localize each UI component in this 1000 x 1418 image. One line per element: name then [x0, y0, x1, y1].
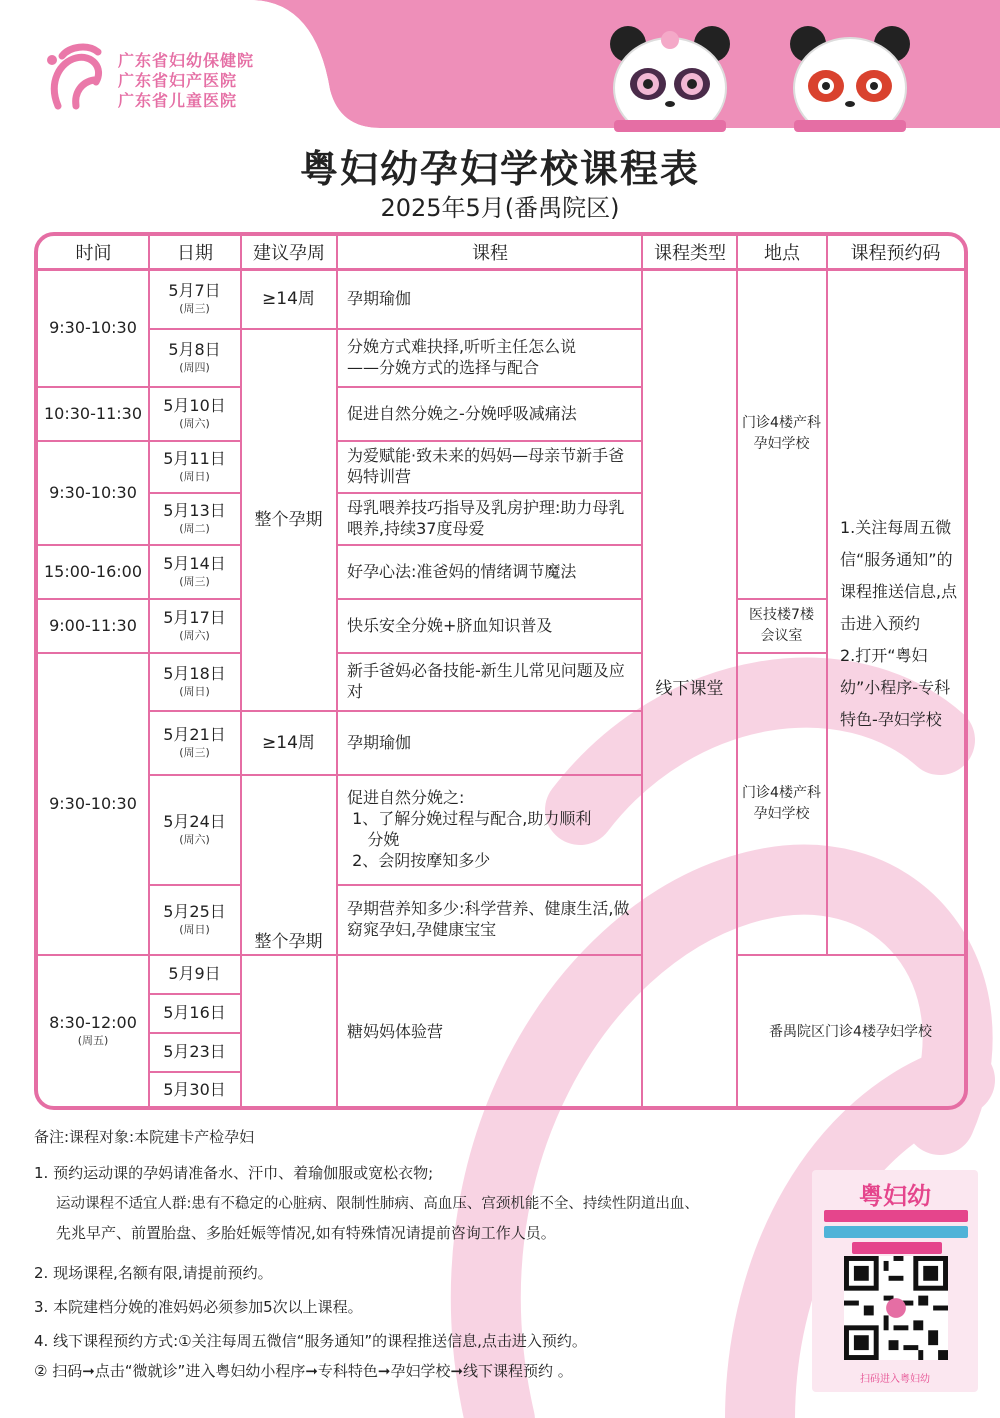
- date-value: 5月11日: [163, 449, 226, 469]
- qr-caption: 扫码进入粤妇幼: [860, 1374, 930, 1385]
- hospital-name-1: 广东省妇幼保健院: [118, 51, 255, 70]
- hospital-name-2: 广东省妇产医院: [118, 71, 238, 90]
- page-title: 粤妇幼孕妇学校课程表: [299, 147, 700, 191]
- date-value: 5月14日: [163, 554, 226, 574]
- date-cell: [149, 546, 240, 598]
- time-cell: 9:30-10:30: [49, 317, 137, 337]
- time-weekday: (周五): [77, 1034, 109, 1048]
- booking-instructions: 1.关注每周五微信“服务通知”的课程推送信息,点击进入预约 2.打开“粤妇幼”小程序-专科特色-孕妇学校: [840, 518, 958, 729]
- note-item: ② 扫码➞点击“微就诊”进入粤妇幼小程序➞专科特色➞孕妇学校➞线下课程预约 。: [34, 1362, 573, 1380]
- date-weekday: (周日): [179, 685, 210, 699]
- date-cell: [149, 654, 240, 710]
- date-value: 5月21日: [163, 725, 226, 745]
- location-cell: 门诊4楼产科 孕妇学校: [742, 415, 821, 452]
- week-cell: 整个孕期: [254, 931, 323, 952]
- header-booking-code: 课程预约码: [850, 243, 941, 264]
- qr-code-icon[interactable]: [844, 1256, 948, 1360]
- date-cell: [149, 330, 240, 386]
- course-cell: 孕期瑜伽: [347, 288, 412, 308]
- course-cell: 母乳喂养技巧指导及乳房护理:助力母乳喂养,持续37度母爱: [347, 498, 625, 538]
- course-cell: 孕期营养知多少:科学营养、健康生活,做窈窕孕妇,孕健康宝宝: [347, 899, 630, 939]
- schedule-table: [34, 232, 968, 1110]
- course-cell: 促进自然分娩之: 1、了解分娩过程与配合,助力顺利 分娩 2、会阴按摩知多少: [347, 788, 592, 870]
- course-cell: 糖妈妈体验营: [347, 1021, 444, 1041]
- date-cell: [149, 442, 240, 492]
- date-value: 5月24日: [163, 812, 226, 832]
- note-item: 2. 现场课程,名额有限,请提前预约。: [34, 1264, 273, 1282]
- qr-strip-blue: [824, 1226, 968, 1238]
- note-item: 先兆早产、前置胎盘、多胎妊娠等情况,如有特殊情况请提前咨询工作人员。: [56, 1224, 556, 1242]
- date-weekday: (周六): [179, 629, 210, 643]
- header-course-type: 课程类型: [654, 243, 726, 264]
- panda-mascot-pink: [606, 22, 734, 132]
- date-cell: [149, 776, 240, 884]
- date-weekday: (周三): [179, 575, 210, 589]
- course-cell: 为爱赋能·致未来的妈妈—母亲节新手爸妈特训营: [347, 446, 625, 486]
- date-weekday: (周三): [179, 746, 210, 760]
- date-value: 5月7日: [168, 281, 221, 301]
- date-cell: [149, 712, 240, 774]
- header-week: 建议孕周: [253, 243, 325, 264]
- time-value: 8:30-12:00: [49, 1013, 137, 1033]
- date-cell: 5月16日: [163, 1003, 226, 1023]
- date-weekday: (周六): [179, 417, 210, 431]
- location-cell: 番禺院区门诊4楼孕妇学校: [769, 1023, 932, 1040]
- header-location: 地点: [764, 243, 800, 264]
- week-cell: 整个孕期: [254, 509, 323, 530]
- course-cell: 孕期瑜伽: [347, 732, 412, 752]
- date-cell: [149, 886, 240, 954]
- page-subtitle: 2025年5月(番禺院区): [380, 194, 620, 222]
- date-cell: [149, 388, 240, 440]
- panda-mascot-red: [786, 22, 914, 132]
- date-weekday: (周日): [179, 470, 210, 484]
- date-value: 5月18日: [163, 664, 226, 684]
- qr-brand: 粤妇幼: [859, 1182, 931, 1210]
- header-course: 课程: [472, 243, 508, 264]
- date-cell: 5月30日: [163, 1080, 226, 1100]
- note-item: 运动课程不适宜人群:患有不稳定的心脏病、限制性肺病、高血压、宫颈机能不全、持续性阴道出血、: [56, 1196, 699, 1212]
- note-label: 备注:课程对象:本院建卡产检孕妇: [34, 1128, 255, 1146]
- note-item: 1. 预约运动课的孕妈请准备水、汗巾、着瑜伽服或宽松衣物;: [34, 1164, 434, 1182]
- course-cell: 新手爸妈必备技能-新生儿常见问题及应对: [347, 661, 625, 701]
- time-cell: 9:30-10:30: [49, 482, 137, 502]
- date-cell: [149, 600, 240, 652]
- qr-strip-pink: [824, 1210, 968, 1222]
- course-type-cell: 线下课堂: [655, 678, 724, 699]
- date-weekday: (周六): [179, 833, 210, 847]
- course-cell: 促进自然分娩之-分娩呼吸减痛法: [347, 403, 577, 423]
- col-divider: [826, 236, 828, 954]
- location-cell: 医技楼7楼 会议室: [749, 607, 814, 644]
- time-cell: 10:30-11:30: [44, 403, 142, 423]
- date-value: 5月17日: [163, 608, 226, 628]
- week-cell: ≥14周: [262, 288, 315, 309]
- date-weekday: (周四): [179, 361, 210, 375]
- date-weekday: (周三): [179, 302, 210, 316]
- location-cell: 门诊4楼产科 孕妇学校: [742, 785, 821, 822]
- date-cell: [149, 494, 240, 544]
- date-weekday: (周二): [179, 522, 210, 536]
- time-cell: 9:00-11:30: [49, 615, 137, 635]
- date-value: 5月10日: [163, 396, 226, 416]
- qr-strip-pink: [852, 1242, 942, 1254]
- date-cell: 5月9日: [168, 964, 221, 984]
- header-time: 时间: [75, 243, 112, 264]
- header-date: 日期: [177, 243, 213, 264]
- week-cell: ≥14周: [262, 732, 315, 753]
- time-cell: 9:30-10:30: [49, 793, 137, 813]
- course-cell: 快乐安全分娩+脐血知识普及: [347, 615, 553, 635]
- note-item: 3. 本院建档分娩的准妈妈必须参加5次以上课程。: [34, 1298, 363, 1316]
- course-cell: 好孕心法:准爸妈的情绪调节魔法: [347, 561, 577, 581]
- qr-card[interactable]: [812, 1170, 978, 1392]
- date-cell: 5月23日: [163, 1042, 226, 1062]
- date-value: 5月8日: [168, 340, 221, 360]
- date-weekday: (周日): [179, 923, 210, 937]
- time-cell: 15:00-16:00: [44, 561, 142, 581]
- course-cell: 分娩方式难抉择,听听主任怎么说 ——分娩方式的选择与配合: [347, 337, 577, 377]
- date-cell: [149, 270, 240, 328]
- hospital-name-3: 广东省儿童医院: [118, 91, 238, 110]
- note-item: 4. 线下课程预约方式:①关注每周五微信“服务通知”的课程推送信息,点击进入预约。: [34, 1332, 587, 1350]
- hospital-logo: [40, 42, 110, 110]
- time-cell-last: [38, 956, 148, 1106]
- date-value: 5月25日: [163, 902, 226, 922]
- date-value: 5月13日: [163, 501, 226, 521]
